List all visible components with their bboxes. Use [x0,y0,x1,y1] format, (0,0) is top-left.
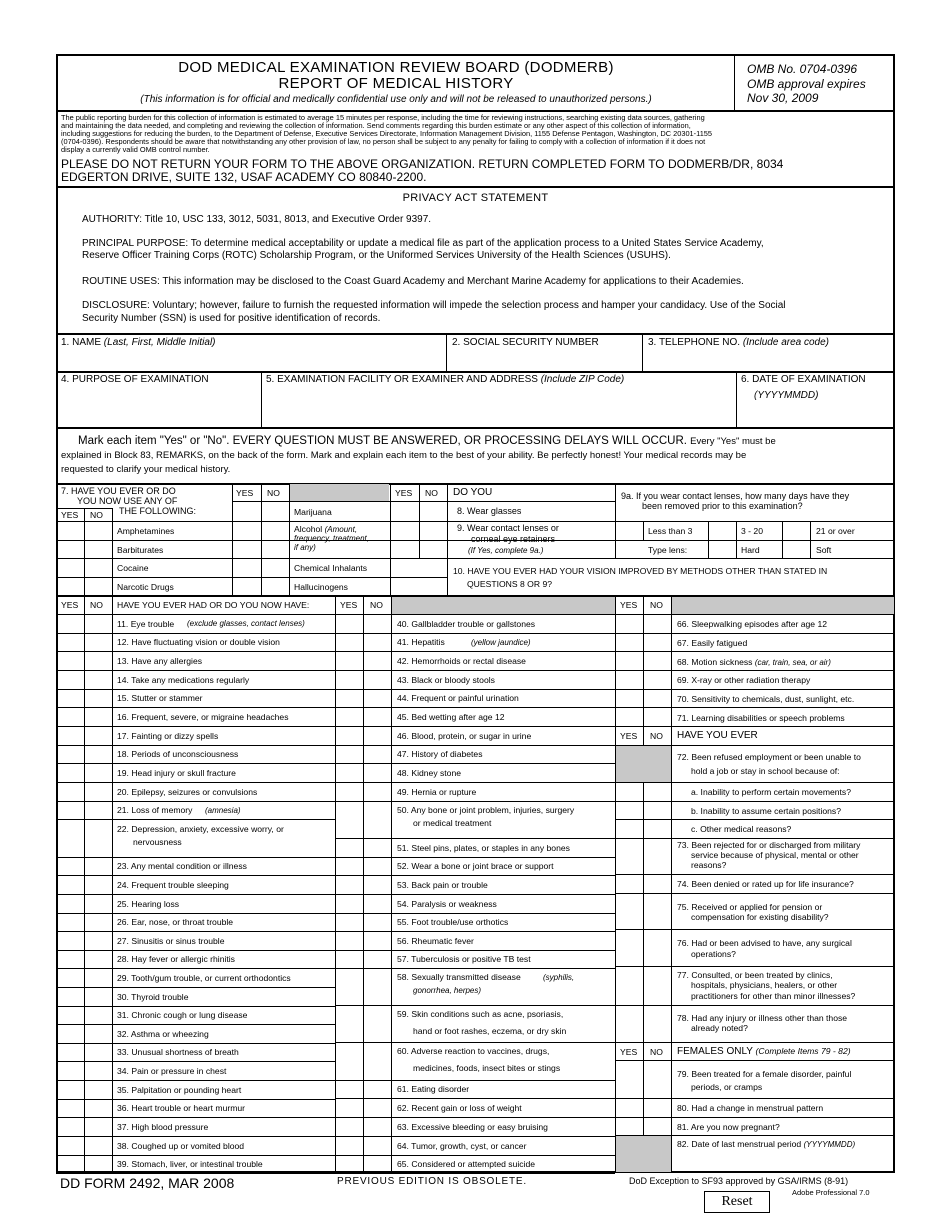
col1-question: 37. High blood pressure [117,1122,209,1132]
yes-checkbox[interactable] [57,615,84,632]
no-checkbox[interactable] [364,802,391,837]
no-checkbox[interactable] [85,783,112,800]
yes-checkbox[interactable] [336,839,363,856]
col1-question: 24. Frequent trouble sleeping [117,880,229,890]
drug-narcotic: Narcotic Drugs [117,582,174,592]
yes-header: YES [395,488,413,498]
yes-checkbox[interactable] [57,1025,84,1042]
name-label: 1. NAME (Last, First, Middle Initial) [61,337,216,348]
col2-question: 43. Black or bloody stools [397,675,495,685]
days-3-20: 3 - 20 [741,526,763,536]
drug-hallucinogens: Hallucinogens [294,582,348,592]
col2-question: 54. Paralysis or weakness [397,899,497,909]
col1-question: 22. Depression, anxiety, excessive worry, or [117,824,284,834]
no-checkbox[interactable] [85,1118,112,1135]
col1-question: 18. Periods of unconsciousness [117,749,239,759]
privacy-disclosure: Security Number (SSN) is used for positive identification of records. [82,313,381,324]
yes-checkbox[interactable] [57,876,84,893]
no-checkbox[interactable] [85,764,112,781]
col1-question: 13. Have any allergies [117,656,203,666]
instructions-main: Mark each item "Yes" or "No". EVERY QUESTION MUST BE ANSWERED, OR PROCESSING DELAYS WILL OCCUR. Every "Yes" must be [78,435,776,447]
date-label: 6. DATE OF EXAMINATION [741,374,866,385]
q82: 82. Date of last menstrual period (YYYYMMDD) [677,1139,856,1149]
yes-header: YES [61,600,79,610]
dod-exception-note: DoD Exception to SF93 approved by GSA/IRMS (8-91) [629,1176,849,1186]
name-input[interactable] [60,350,442,370]
col1-question: 38. Coughed up or vomited blood [117,1141,245,1151]
no-checkbox[interactable] [85,932,112,949]
no-checkbox[interactable] [364,690,391,706]
col2-question: 49. Hernia or rupture [397,787,477,797]
no-checkbox[interactable] [364,652,391,669]
yes-checkbox[interactable] [57,652,84,669]
yes-checkbox[interactable] [57,802,84,818]
col2-question: 44. Frequent or painful urination [397,693,519,703]
omb-approval: OMB approval expires [747,77,866,91]
q77: 77. Consulted, or been treated by clinics, [677,970,833,980]
yes-checkbox[interactable] [57,969,84,986]
yes-checkbox[interactable] [57,727,84,744]
col2-question: 64. Tumor, growth, cyst, or cancer [397,1141,527,1151]
q9-contacts: corneal eye retainers [471,534,556,544]
no-checkbox[interactable] [364,932,391,949]
q67: 67. Easily fatigued [677,638,748,648]
yes-header: YES [236,488,254,498]
yes-checkbox[interactable] [57,783,84,800]
drug-barbiturates: Barbiturates [117,545,164,555]
q9-contacts: 9. Wear contact lenses or [457,523,559,533]
yes-checkbox[interactable] [336,764,363,781]
no-checkbox[interactable] [85,1137,112,1154]
return-address: EDGERTON DRIVE, SUITE 132, USAF ACADEMY CO 80840-2200. [61,170,427,184]
days-less-than-3: Less than 3 [648,526,693,536]
privacy-title: PRIVACY ACT STATEMENT [402,192,549,204]
no-checkbox[interactable] [85,708,112,725]
col1-question: 35. Palpitation or pounding heart [117,1085,242,1095]
col1-question: 15. Stutter or stammer [117,693,203,703]
col1-heading: HAVE YOU EVER HAD OR DO YOU NOW HAVE: [117,600,310,610]
burden-line: and maintaining the data needed, and completing and reviewing the collection of information. Send comments regarding this burden estimate or any other aspect of this collection of information, [61,121,691,130]
col2-question: 60. Adverse reaction to vaccines, drugs, [397,1046,550,1056]
privacy-disclosure: DISCLOSURE: Voluntary; however, failure to furnish the requested information will impede the selection process and hamper your candidacy. Use of the Social [82,300,786,311]
q68: 68. Motion sickness (car, train, sea, or air) [677,657,831,667]
yes-checkbox[interactable] [57,914,84,930]
no-checkbox[interactable] [364,783,391,800]
no-checkbox[interactable] [85,1044,112,1060]
q71: 71. Learning disabilities or speech problems [677,713,845,723]
no-checkbox[interactable] [364,895,391,912]
yes-checkbox[interactable] [57,634,84,650]
yes-checkbox[interactable] [336,1043,363,1079]
no-header: NO [425,488,438,498]
col1-question: 16. Frequent, severe, or migraine headaches [117,712,289,722]
no-checkbox[interactable] [85,895,112,912]
q72a: a. Inability to perform certain movements? [691,787,852,797]
yes-checkbox[interactable] [336,1118,363,1135]
no-checkbox[interactable] [364,634,391,650]
yes-checkbox[interactable] [57,1100,84,1116]
purpose-label: 4. PURPOSE OF EXAMINATION [61,374,209,385]
privacy-purpose: Reserve Officer Training Corps (ROTC) Scholarship Program, or the Uniformed Services University of the Health Sciences (USUHS). [82,250,671,261]
col2-question: 42. Hemorrhoids or rectal disease [397,656,526,666]
q10-text: 10. HAVE YOU EVER HAD YOUR VISION IMPROVED BY METHODS OTHER THAN STATED IN [453,566,828,576]
q73: service because of physical, mental or other [691,850,859,860]
yes-checkbox[interactable] [57,895,84,912]
q50-continued: or medical treatment [413,818,492,828]
yes-checkbox[interactable] [57,764,84,781]
purpose-input[interactable] [60,388,258,426]
col2-question: 65. Considered or attempted suicide [397,1159,536,1169]
yes-checkbox[interactable] [336,671,363,688]
yes-checkbox[interactable] [336,951,363,967]
col2-question: 63. Excessive bleeding or easy bruising [397,1122,548,1132]
yes-checkbox[interactable] [57,1137,84,1154]
col2-question: 52. Wear a bone or joint brace or support [397,861,554,871]
no-checkbox[interactable] [364,876,391,893]
q72: 72. Been refused employment or been unable to [677,752,861,762]
no-checkbox[interactable] [364,1137,391,1154]
form-title: DOD MEDICAL EXAMINATION REVIEW BOARD (DODMERB) [178,59,614,76]
q77: hospitals, physicians, healers, or other [691,980,838,990]
no-checkbox[interactable] [85,858,112,874]
col1-question: 28. Hay fever or allergic rhinitis [117,954,235,964]
yes-checkbox[interactable] [336,652,363,669]
col2-question: 47. History of diabetes [397,749,483,759]
yes-checkbox[interactable] [57,671,84,688]
yes-checkbox[interactable] [336,969,363,1004]
col1-question: 23. Any mental condition or illness [117,861,247,871]
no-checkbox[interactable] [85,615,112,632]
yes-checkbox[interactable] [57,1156,84,1172]
yes-checkbox[interactable] [57,1007,84,1023]
no-checkbox[interactable] [85,820,112,856]
alcohol-note: if any) [294,543,316,552]
q72c: c. Other medical reasons? [691,824,792,834]
q21-note: (amnesia) [205,806,241,815]
no-checkbox[interactable] [85,1081,112,1098]
no-header: NO [650,1047,663,1057]
col1-question: 20. Epilepsy, seizures or convulsions [117,787,258,797]
col1-question: 27. Sinusitis or sinus trouble [117,936,225,946]
yes-header: YES [620,1047,638,1057]
no-checkbox[interactable] [85,1025,112,1042]
col2-question: 58. Sexually transmitted disease [397,972,521,982]
col2-question: 40. Gallbladder trouble or gallstones [397,619,536,629]
no-checkbox[interactable] [85,1007,112,1023]
col2-question: 51. Steel pins, plates, or staples in any bones [397,843,570,853]
yes-checkbox[interactable] [336,708,363,725]
row-divider [335,1173,615,1174]
col1-question: 26. Ear, nose, or throat trouble [117,917,234,927]
yes-header: YES [61,510,79,520]
burden-line: display a currently valid OMB control number. [61,145,210,154]
q73: reasons? [691,860,727,870]
privacy-routine: ROUTINE USES: This information may be disclosed to the Coast Guard Academy and Merchant Marine Academy for applications to their Academies. [82,276,744,287]
alcohol-note: frequency, treatment, [294,534,369,543]
form-number: DD FORM 2492, MAR 2008 [60,1175,235,1191]
do-you-heading: DO YOU [453,487,493,498]
no-checkbox[interactable] [85,969,112,986]
lens-hard: Hard [741,545,760,555]
q7-heading: THE FOLLOWING: [119,506,197,516]
col1-question: 34. Pain or pressure in chest [117,1066,227,1076]
yes-checkbox[interactable] [336,932,363,949]
q79: 79. Been treated for a female disorder, painful [677,1069,852,1079]
yes-checkbox[interactable] [57,820,84,856]
col1-question: 12. Have fluctuating vision or double vision [117,637,280,647]
return-address: PLEASE DO NOT RETURN YOUR FORM TO THE ABOVE ORGANIZATION. RETURN COMPLETED FORM TO DODMERB/DR, 8034 [61,157,784,171]
no-checkbox[interactable] [364,1043,391,1079]
q8-glasses: 8. Wear glasses [457,506,522,516]
col1-question: 36. Heart trouble or heart murmur [117,1103,246,1113]
q70: 70. Sensitivity to chemicals, dust, sunlight, etc. [677,694,855,704]
no-checkbox[interactable] [364,746,391,762]
date-format: (YYYYMMDD) [754,390,819,401]
q60-continued: medicines, foods, insect bites or stings [413,1063,561,1073]
lens-soft: Soft [816,545,832,555]
q75: compensation for existing disability? [691,912,829,922]
q81: 81. Are you now pregnant? [677,1122,780,1132]
col1-question: 14. Take any medications regularly [117,675,250,685]
reset-button[interactable]: Reset [704,1191,770,1213]
no-checkbox[interactable] [85,634,112,650]
q78: 78. Had any injury or illness other than those [677,1013,848,1023]
q79: periods, or cramps [691,1082,763,1092]
yes-checkbox[interactable] [57,988,84,1005]
yes-checkbox[interactable] [57,1044,84,1060]
no-header: NO [650,731,663,741]
telephone-input[interactable] [646,350,892,370]
q72b: b. Inability to assume certain positions? [691,806,841,816]
yes-checkbox[interactable] [336,783,363,800]
col2-question: 55. Foot trouble/use orthotics [397,917,509,927]
yes-checkbox[interactable] [57,708,84,725]
col2-question: 41. Hepatitis [397,637,445,647]
last-period-input[interactable] [680,1152,890,1170]
no-checkbox[interactable] [85,1100,112,1116]
software-note: Adobe Professional 7.0 [792,1188,870,1197]
yes-checkbox[interactable] [57,1118,84,1135]
yes-checkbox[interactable] [336,1006,363,1041]
col2-question: 62. Recent gain or loss of weight [397,1103,522,1113]
yes-checkbox[interactable] [336,1156,363,1172]
no-checkbox[interactable] [364,1081,391,1097]
q78: already noted? [691,1023,748,1033]
yes-checkbox[interactable] [336,615,363,632]
no-checkbox[interactable] [85,914,112,930]
q75: 75. Received or applied for pension or [677,902,823,912]
no-checkbox[interactable] [364,914,391,930]
ssn-label: 2. SOCIAL SECURITY NUMBER [452,337,599,348]
telephone-label: 3. TELEPHONE NO. (Include area code) [648,337,830,348]
q66: 66. Sleepwalking episodes after age 12 [677,619,828,629]
privacy-purpose: PRINCIPAL PURPOSE: To determine medical acceptability or update a medical file as part of the application process to a United States Service Academy, [82,238,764,249]
col1-question: 39. Stomach, liver, or intestinal trouble [117,1159,263,1169]
yes-checkbox[interactable] [336,914,363,930]
type-lens-label: Type lens: [648,545,688,555]
q9a-text: 9a. If you wear contact lenses, how many days have they [621,491,850,501]
q7-heading: 7. HAVE YOU EVER OR DO [61,486,176,496]
yes-checkbox[interactable] [57,932,84,949]
q9-note: (If Yes, complete 9a.) [468,546,544,555]
no-checkbox[interactable] [85,652,112,669]
no-header: NO [90,510,103,520]
no-checkbox[interactable] [85,727,112,744]
no-checkbox[interactable] [364,615,391,632]
col1-question: 25. Hearing loss [117,899,180,909]
instructions-line: requested to clarify your medical history. [61,464,231,475]
q7-heading: YOU NOW USE ANY OF [77,496,178,506]
no-checkbox[interactable] [364,839,391,856]
q10-text: QUESTIONS 8 OR 9? [467,579,553,589]
burden-line: The public reporting burden for this collection of information is estimated to average 15 minutes per response, including the time for reviewing instructions, searching existing data sources, gathering [61,113,705,122]
q59-continued: hand or foot rashes, eczema, or dry skin [413,1026,567,1036]
yes-checkbox[interactable] [57,1062,84,1079]
no-checkbox[interactable] [85,671,112,688]
q76: 76. Had or been advised to have, any surgical [677,938,852,948]
yes-checkbox[interactable] [336,690,363,706]
form-subtitle: REPORT OF MEDICAL HISTORY [278,75,514,92]
no-checkbox[interactable] [364,708,391,725]
col1-question: 17. Fainting or dizzy spells [117,731,219,741]
q9a-text: been removed prior to this examination? [642,501,803,511]
col1-question: 32. Asthma or wheezing [117,1029,209,1039]
q77: practitioners for other than minor illnesses? [691,991,856,1001]
yes-checkbox[interactable] [57,746,84,762]
yes-checkbox[interactable] [336,1081,363,1097]
yes-checkbox[interactable] [57,1081,84,1098]
col2-question: 59. Skin conditions such as acne, psoriasis, [397,1009,564,1019]
no-header: NO [370,600,383,610]
col2-question: 61. Eating disorder [397,1084,470,1094]
no-header: NO [650,600,663,610]
drug-cocaine: Cocaine [117,563,149,573]
instructions-line: explained in Block 83, REMARKS, on the back of the form. Mark and explain each item to the best of your ability. Be perfectly honest! Your medical records may be [61,450,747,461]
date-input[interactable] [740,404,892,426]
yes-checkbox[interactable] [336,895,363,912]
yes-header: YES [620,731,638,741]
ssn-input[interactable] [450,350,638,370]
no-checkbox[interactable] [364,1099,391,1116]
no-checkbox[interactable] [364,727,391,744]
no-checkbox[interactable] [364,671,391,688]
no-header: NO [267,488,280,498]
no-checkbox[interactable] [85,1062,112,1079]
days-21-over: 21 or over [816,526,855,536]
no-header: NO [90,600,103,610]
q76: operations? [691,949,736,959]
yes-checkbox[interactable] [336,858,363,874]
no-checkbox[interactable] [85,876,112,893]
col1-question: 11. Eye trouble [117,619,175,629]
yes-checkbox[interactable] [57,951,84,967]
no-checkbox[interactable] [364,1118,391,1135]
q58-note: gonorrhea, herpes) [413,986,482,995]
yes-checkbox[interactable] [336,1099,363,1116]
drug-inhalants: Chemical Inhalants [294,563,368,573]
facility-input[interactable] [265,388,733,426]
row-divider [56,1173,336,1174]
omb-number: OMB No. 0704-0396 [747,62,858,76]
no-checkbox[interactable] [364,858,391,874]
yes-checkbox[interactable] [336,634,363,650]
no-checkbox[interactable] [364,1156,391,1172]
col2-question: 57. Tuberculosis or positive TB test [397,954,531,964]
col1-question: 19. Head injury or skull fracture [117,768,236,778]
drug-amphetamines: Amphetamines [117,526,175,536]
q73: 73. Been rejected for or discharged from military [677,840,861,850]
confidential-note: (This information is for official and medically confidential use only and will not be released to unauthorized persons.) [140,94,652,105]
yes-checkbox[interactable] [336,746,363,762]
no-checkbox[interactable] [85,988,112,1005]
omb-expiry: Nov 30, 2009 [747,91,819,105]
yes-checkbox[interactable] [336,876,363,893]
q22-continued: nervousness [133,837,182,847]
no-checkbox[interactable] [85,951,112,967]
yes-checkbox[interactable] [336,1137,363,1154]
col1-question: 33. Unusual shortness of breath [117,1047,239,1057]
q72: hold a job or stay in school because of: [691,766,840,776]
privacy-authority: AUTHORITY: Title 10, USC 133, 3012, 5031, 8013, and Executive Order 9397. [82,214,432,225]
no-checkbox[interactable] [85,1156,112,1172]
have-you-ever-heading: HAVE YOU EVER [677,730,758,741]
yes-header: YES [620,600,638,610]
previous-edition-note: PREVIOUS EDITION IS OBSOLETE. [337,1176,527,1187]
q11-note: (exclude glasses, contact lenses) [187,619,305,628]
q69: 69. X-ray or other radiation therapy [677,675,811,685]
col1-question: 30. Thyroid trouble [117,992,189,1002]
col1-question: 21. Loss of memory [117,805,193,815]
drug-alcohol: Alcohol (Amount, [294,524,358,534]
yes-header: YES [340,600,358,610]
col2-question: 53. Back pain or trouble [397,880,488,890]
no-checkbox[interactable] [85,802,112,818]
q58-note: (syphilis, [543,973,575,982]
q74: 74. Been denied or rated up for life insurance? [677,879,854,889]
no-checkbox[interactable] [85,746,112,762]
no-checkbox[interactable] [85,690,112,706]
col1-question: 31. Chronic cough or lung disease [117,1010,248,1020]
yes-checkbox[interactable] [57,858,84,874]
no-checkbox[interactable] [364,1006,391,1041]
yes-checkbox[interactable] [336,727,363,744]
col2-question: 45. Bed wetting after age 12 [397,712,505,722]
burden-line: (0704-0396). Respondents should be aware that notwithstanding any other provision of law, no person shall be subject to any penalty for failing to comply with a collection of information if it does not [61,137,706,146]
no-checkbox[interactable] [364,969,391,1004]
col1-question: 29. Tooth/gum trouble, or current orthodontics [117,973,291,983]
q80: 80. Had a change in menstrual pattern [677,1103,824,1113]
col2-question: 50. Any bone or joint problem, injuries, surgery [397,805,575,815]
facility-label: 5. EXAMINATION FACILITY OR EXAMINER AND ADDRESS (Include ZIP Code) [266,374,625,385]
drug-marijuana: Marijuana [294,507,332,517]
no-checkbox[interactable] [364,764,391,781]
no-checkbox[interactable] [364,951,391,967]
burden-line: including suggestions for reducing the burden, to the Department of Defense, Executive Services Directorate, Information Management Division, 1155 Defense Pentagon, Washington, DC 20301-1155 [61,129,713,138]
q41-note: (yellow jaundice) [471,638,531,647]
females-only-heading: FEMALES ONLY (Complete Items 79 - 82) [677,1046,851,1057]
yes-checkbox[interactable] [57,690,84,706]
yes-checkbox[interactable] [336,802,363,837]
col2-question: 56. Rheumatic fever [397,936,474,946]
col2-question: 46. Blood, protein, or sugar in urine [397,731,532,741]
col2-question: 48. Kidney stone [397,768,462,778]
